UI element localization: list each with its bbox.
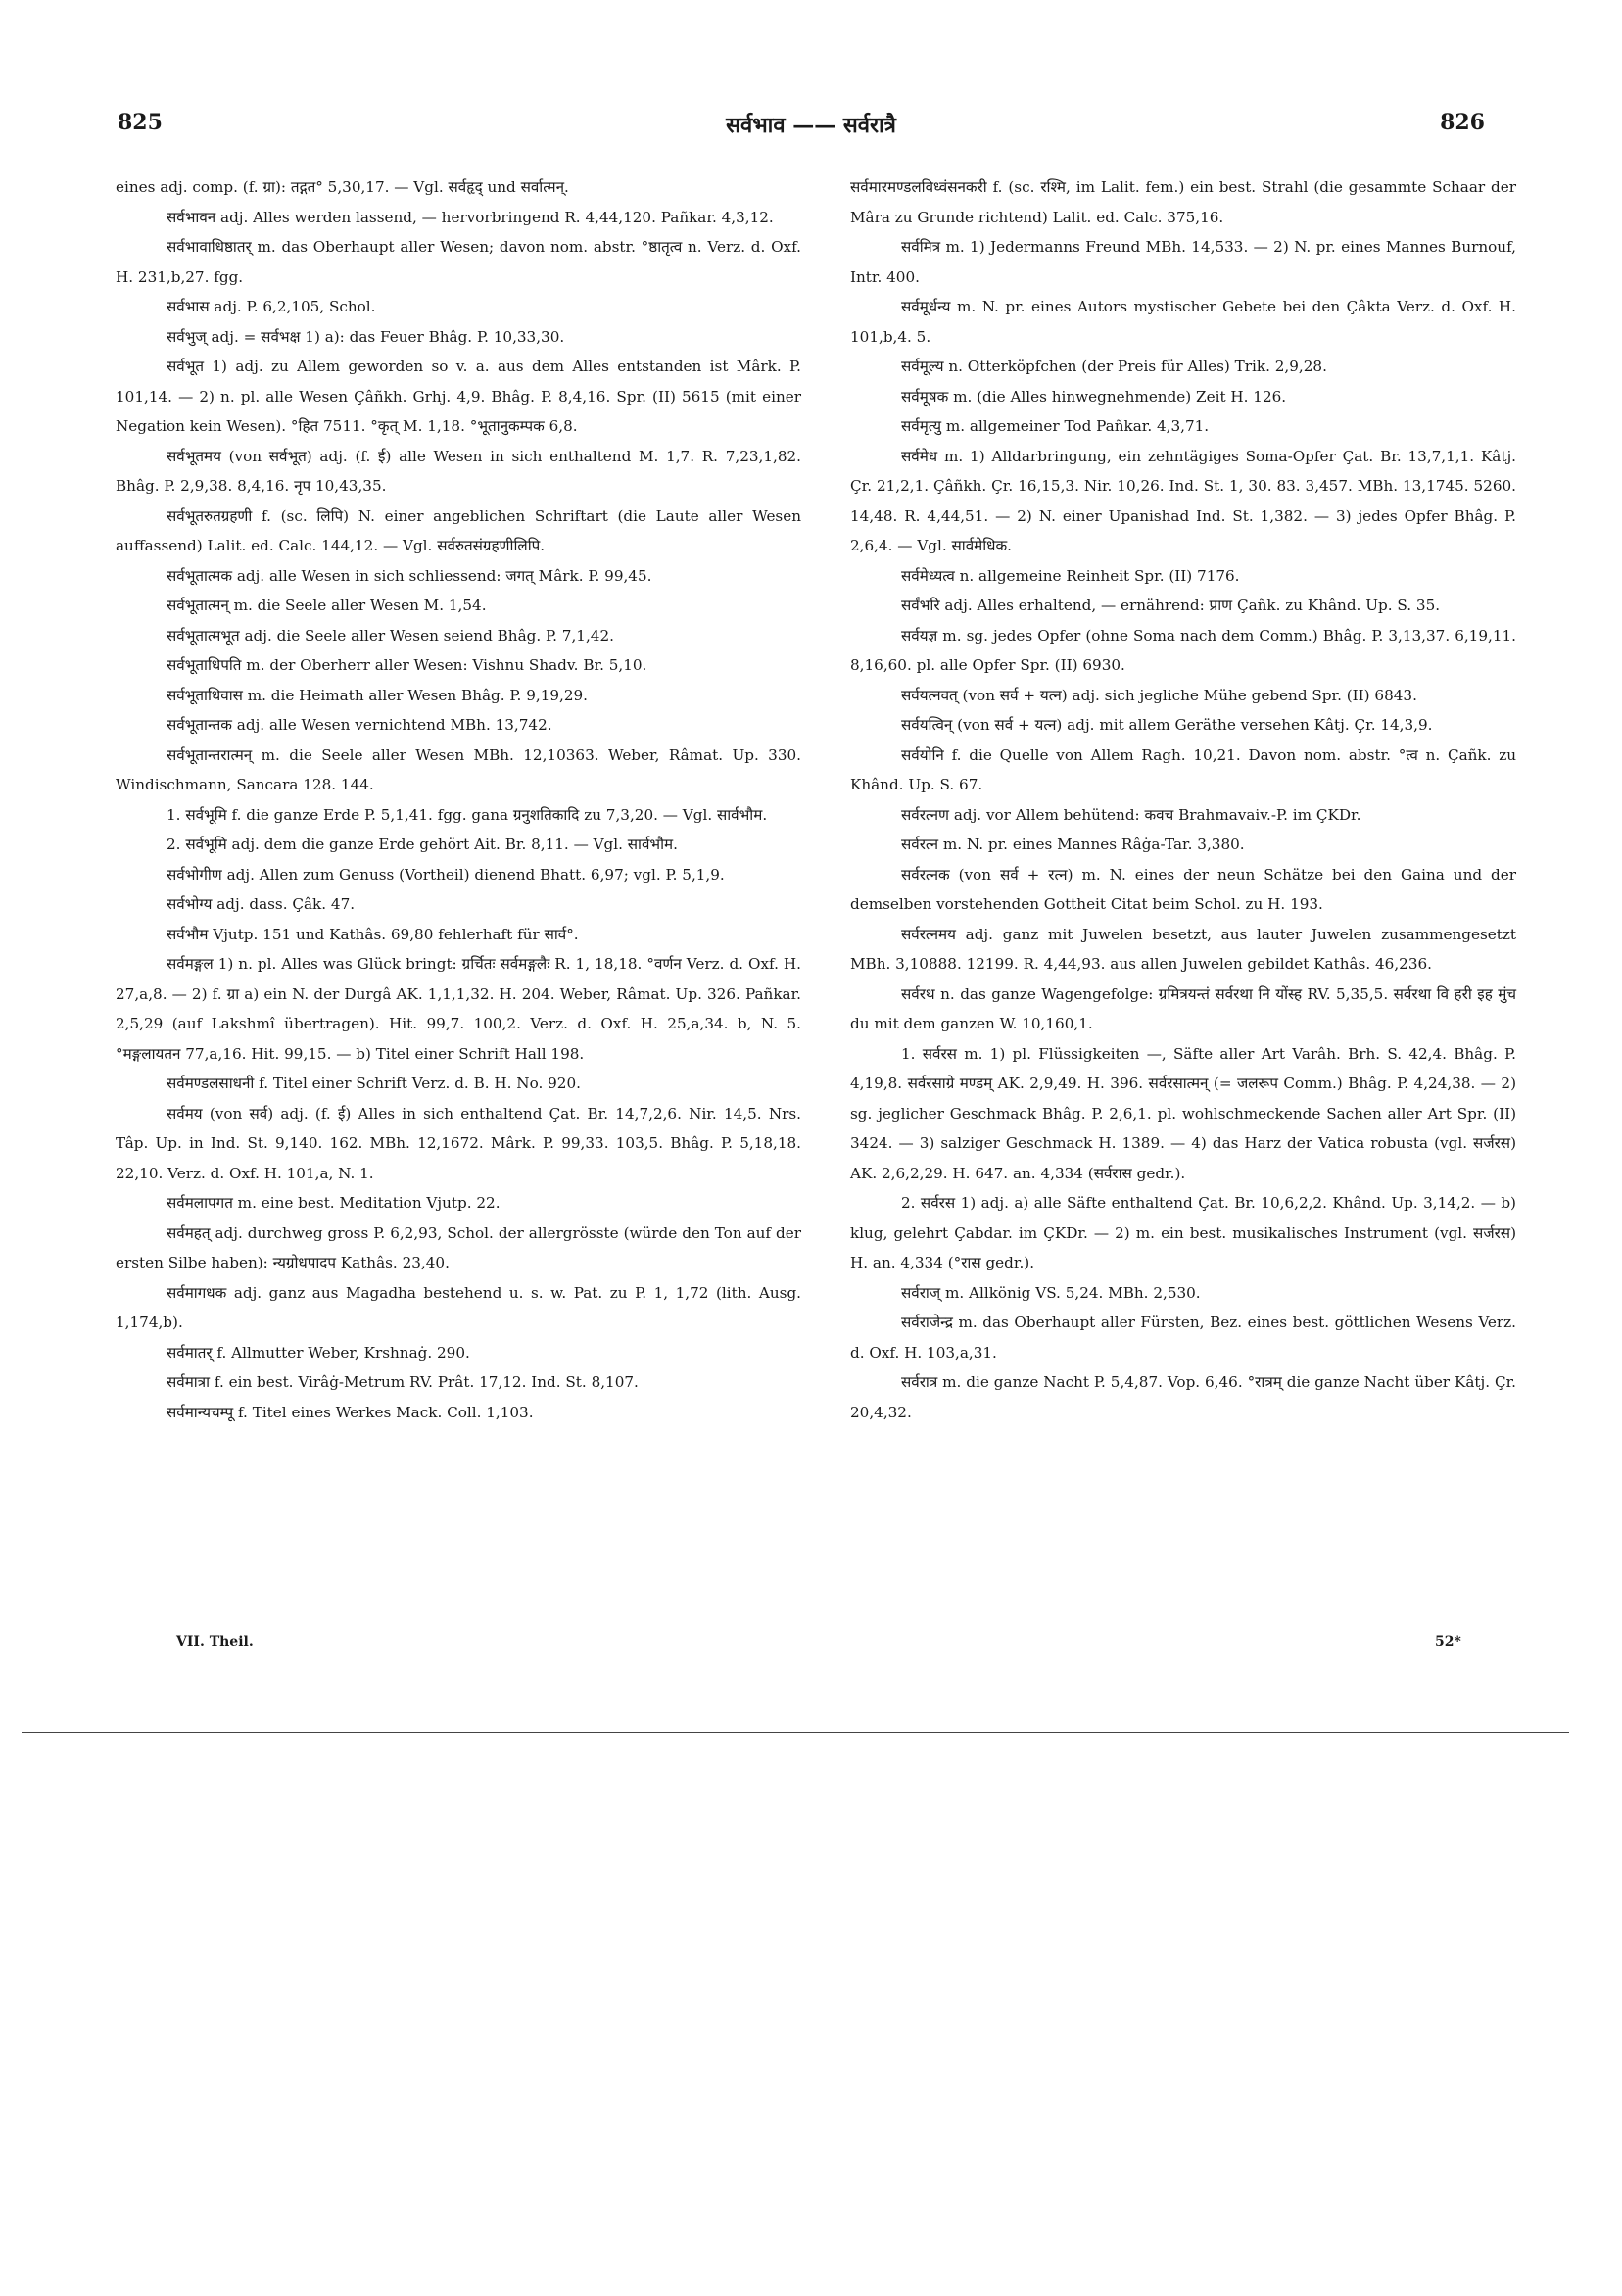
page-number-left: 825 [118, 110, 163, 135]
dictionary-entry: सर्वभोगीण adj. Allen zum Genuss (Vortheil) dienend Bhatt. 6,97; vgl. P. 5,1,9. [167, 865, 725, 884]
dictionary-entry: सर्वभौम Vjutp. 151 und Kathâs. 69,80 fehlerhaft für सार्व°. [167, 925, 579, 943]
dictionary-entry: सर्वभावाधिष्ठातर् m. das Oberhaupt aller Wesen; davon nom. abstr. °ष्ठातृत्व n. Verz. d. Oxf. H. 231,b,27. fgg. [116, 238, 801, 286]
dictionary-entry: सर्वराजेन्द्र m. das Oberhaupt aller Fürsten, Bez. eines best. göttlichen Wesens Verz. d. Oxf. H. 103,a,31. [850, 1314, 1516, 1362]
right-column [850, 172, 1516, 1427]
dictionary-entry: सर्वभूतान्तरात्मन् m. die Seele aller Wesen MBh. 12,10363. Weber, Râmat. Up. 330. Windischmann, Sancara 128. 144. [116, 745, 801, 793]
dictionary-entry: eines adj. comp. (f. ग्रा): तद्गत° 5,30,17. — Vgl. सर्वहृद् und सर्वात्मन्. [116, 178, 569, 196]
dictionary-entry: सर्वरात्र m. die ganze Nacht P. 5,4,87. Vop. 6,46. °रात्रम् die ganze Nacht über Kâtj. Çr. 20,4,32. [850, 1373, 1516, 1421]
dictionary-entry: 2. सर्वरस 1) adj. a) alle Säfte enthaltend Çat. Br. 10,6,2,2. Khând. Up. 3,14,2. — b) klug, gelehrt Çabdar. im ÇKDr. — 2) m. ein best. musikalisches Instrument (vgl. सर्जरस) H. an. 4,334 (°रास gedr.). [850, 1194, 1516, 1271]
dictionary-entry: सर्वमागधक adj. ganz aus Magadha bestehend u. s. w. Pat. zu P. 1, 1,72 (lith. Ausg. 1,174,b). [116, 1283, 801, 1331]
page-number-right: 826 [1440, 110, 1485, 135]
dictionary-entry: सर्वयोनि f. die Quelle von Allem Ragh. 10,21. Davon nom. abstr. °त्व n. Çañk. zu Khând. Up. S. 67. [850, 745, 1516, 793]
dictionary-entry: सर्वभावन adj. Alles werden lassend, — hervorbringend R. 4,44,120. Pañkar. 4,3,12. [167, 208, 774, 226]
dictionary-entry: सर्वभूतमय (von सर्वभूत) adj. (f. ई) alle Wesen in sich enthaltend M. 1,7. R. 7,23,1,82. Bhâg. P. 2,9,38. 8,4,16. नृप 10,43,35. [116, 447, 801, 495]
dictionary-entry: सर्वमृत्यु m. allgemeiner Tod Pañkar. 4,3,71. [901, 417, 1210, 435]
signature-mark: 52* [1435, 1634, 1461, 1650]
dictionary-entry: सर्वंभरि adj. Alles erhaltend, — ernährend: प्राण Çañk. zu Khând. Up. S. 35. [901, 597, 1441, 614]
dictionary-entry: सर्वमात्रा f. ein best. Virâġ-Metrum RV. Prât. 17,12. Ind. St. 8,107. [167, 1373, 639, 1391]
dictionary-entry: सर्वरथ n. das ganze Wagengefolge: ग्रमित्रयन्तं सर्वरथा नि योंस्ह RV. 5,35,5. सर्वरथा वि हरी इह मुंच du mit dem ganzen W. 10,160,1. [850, 984, 1516, 1032]
dictionary-entry: सर्वमूल्य n. Otterköpfchen (der Preis für Alles) Trik. 2,9,28. [901, 358, 1327, 375]
dictionary-entry: सर्वमारमण्डलविध्वंसनकरी f. (sc. रश्मि, im Lalit. fem.) ein best. Strahl (die gesammte Schaar der Mâra zu Grunde richtend) Lalit. ed. Calc. 375,16. [850, 178, 1516, 226]
dictionary-entry: सर्वभूतात्मभूत adj. die Seele aller Wesen seiend Bhâg. P. 7,1,42. [167, 626, 614, 645]
dictionary-entry: सर्वभुज् adj. = सर्वभक्ष 1) a): das Feuer Bhâg. P. 10,33,30. [167, 327, 565, 346]
dictionary-entry: सर्वमित्र m. 1) Jedermanns Freund MBh. 14,533. — 2) N. pr. eines Mannes Burnouf, Intr. 400. [850, 238, 1516, 286]
dictionary-entry: सर्वभूताधिपति m. der Oberherr aller Wesen: Vishnu Shadv. Br. 5,10. [167, 656, 647, 674]
dictionary-entry: सर्वमूर्धन्य m. N. pr. eines Autors mystischer Gebete bei den Çâkta Verz. d. Oxf. H. 101,b,4. 5. [850, 298, 1516, 346]
bottom-rule [22, 1732, 1569, 1733]
running-head-title: सर्वभाव —— सर्वरात्रै [726, 113, 896, 138]
dictionary-entry: सर्वयत्विन् (von सर्व + यत्न) adj. mit allem Geräthe versehen Kâtj. Çr. 14,3,9. [901, 716, 1433, 734]
dictionary-entry: 2. सर्वभूमि adj. dem die ganze Erde gehört Ait. Br. 8,11. — Vgl. सार्वभौम. [167, 836, 678, 853]
dictionary-entry: 1. सर्वभूमि f. die ganze Erde P. 5,1,41. fgg. gana ग्रनुशतिकादि zu 7,3,20. — Vgl. सार्वभौम. [167, 805, 768, 824]
dictionary-entry: सर्वमूषक m. (die Alles hinwegnehmende) Zeit H. 126. [901, 387, 1287, 406]
dictionary-entry: सर्वरत्नक (von सर्व + रत्न) m. N. eines der neun Schätze bei den Gaina und der demselben vorstehenden Gottheit Citat beim Schol. zu H. 193. [850, 865, 1516, 913]
dictionary-entry: सर्वभूताधिवास m. die Heimath aller Wesen Bhâg. P. 9,19,29. [167, 686, 588, 704]
dictionary-entry: सर्वभूतात्मक adj. alle Wesen in sich schliessend: जगत् Mârk. P. 99,45. [167, 566, 652, 585]
dictionary-entry: सर्वमङ्गल 1) n. pl. Alles was Glück bringt: ग्रर्चितः सर्वमङ्गलैः R. 1, 18,18. °वर्णन Verz. d. Oxf. H. 27,a,8. — 2) f. ग्रा a) ein N. der Durgâ AK. 1,1,1,32. H. 204. Weber, Râmat. Up. 326. Pañkar. 2,5,29 (auf Lakshmî übertragen). Hit. 99,7. 100,2. Verz. d. Oxf. H. 25,a,34. b, N. 5. °मङ्गलायतन 77,a,16. Hit. 99,15. — b) Titel einer Schrift Hall 198. [116, 955, 801, 1063]
dictionary-entry: 1. सर्वरस m. 1) pl. Flüssigkeiten —, Säfte aller Art Varâh. Brh. S. 42,4. Bhâg. P. 4,19,8. सर्वरसाग्रे मण्डम् AK. 2,9,49. H. 396. सर्वरसात्मन् (= जलरूप Comm.) Bhâg. P. 4,24,38. — 2) sg. jeglicher Geschmack Bhâg. P. 2,6,1. pl. wohlschmeckende Sachen aller Art Spr. (II) 3424. — 3) salziger Geschmack H. 1389. — 4) das Harz der Vatica robusta (vgl. सर्जरस) AK. 2,6,2,29. H. 647. an. 4,334 (सर्वरास gedr.). [850, 1044, 1516, 1182]
dictionary-entry: सर्वराज् m. Allkönig VS. 5,24. MBh. 2,530. [901, 1283, 1201, 1302]
dictionary-entry: सर्वमण्डलसाधनी f. Titel einer Schrift Verz. d. B. H. No. 920. [167, 1075, 581, 1092]
dictionary-entry: सर्वयत्नवत् (von सर्व + यत्न) adj. sich jegliche Mühe gebend Spr. (II) 6843. [901, 686, 1417, 704]
dictionary-entry: सर्वरत्नमय adj. ganz mit Juwelen besetzt, aus lauter Juwelen zusammengesetzt MBh. 3,10888. 12199. R. 4,44,93. aus allen Juwelen gebildet Kathâs. 46,236. [850, 925, 1516, 973]
dictionary-entry: सर्वभूतान्तक adj. alle Wesen vernichtend MBh. 13,742. [167, 716, 552, 734]
dictionary-entry: सर्वयज्ञ m. sg. jedes Opfer (ohne Soma nach dem Comm.) Bhâg. P. 3,13,37. 6,19,11. 8,16,60. pl. alle Opfer Spr. (II) 6930. [850, 626, 1516, 674]
dictionary-entry: सर्वमेध्यत्व n. allgemeine Reinheit Spr. (II) 7176. [901, 566, 1240, 585]
dictionary-entry: सर्वरत्नण adj. vor Allem behütend: कवच Brahmavaiv.-P. im ÇKDr. [901, 805, 1361, 824]
dictionary-entry: सर्वरत्न m. N. pr. eines Mannes Râġa-Tar. 3,380. [901, 836, 1245, 853]
dictionary-entry: सर्वमय (von सर्व) adj. (f. ई) Alles in sich enthaltend Çat. Br. 14,7,2,6. Nir. 14,5. Nrs. Tâp. Up. in Ind. St. 9,140. 162. MBh. 12,1672. Mârk. P. 99,33. 103,5. Bhâg. P. 5,18,18. 22,10. Verz. d. Oxf. H. 101,a, N. 1. [116, 1104, 801, 1182]
dictionary-entry: सर्वमहत् adj. durchweg gross P. 6,2,93, Schol. der allergrösste (würde den Ton auf der ersten Silbe haben): न्यग्रोधपादप Kathâs. 23,40. [116, 1223, 801, 1271]
dictionary-entry: सर्वमातर् f. Allmutter Weber, Krshnaġ. 290. [167, 1343, 470, 1362]
dictionary-entry: सर्वमेध m. 1) Alldarbringung, ein zehntägiges Soma-Opfer Çat. Br. 13,7,1,1. Kâtj. Çr. 21,2,1. Çâñkh. Çr. 16,15,3. Nir. 10,26. Ind. St. 1, 30. 83. 3,457. MBh. 13,1745. 5260. 14,48. R. 4,44,51. — 2) N. einer Upanishad Ind. St. 1,382. — 3) jedes Opfer Bhâg. P. 2,6,4. — Vgl. सार्वमेधिक. [850, 447, 1516, 554]
dictionary-entry: सर्वभूत 1) adj. zu Allem geworden so v. a. aus dem Alles entstanden ist Mârk. P. 101,14. — 2) n. pl. alle Wesen Çâñkh. Grhj. 4,9. Bhâg. P. 8,4,16. Spr. (II) 5615 (mit einer Negation kein Wesen). °हित 7511. °कृत् M. 1,18. °भूतानुकम्पक 6,8. [116, 358, 801, 435]
dictionary-entry: सर्वमान्यचम्पू f. Titel eines Werkes Mack. Coll. 1,103. [167, 1403, 534, 1421]
dictionary-entry: सर्वभास adj. P. 6,2,105, Schol. [167, 298, 376, 315]
dictionary-entry: सर्वभूतरुतग्रहणी f. (sc. लिपि) N. einer angeblichen Schriftart (die Laute aller Wesen auffassend) Lalit. ed. Calc. 144,12. — Vgl. सर्वरुतसंग्रहणीलिपि. [116, 506, 801, 554]
dictionary-entry: सर्वभूतात्मन् m. die Seele aller Wesen M. 1,54. [167, 597, 487, 614]
left-column [116, 172, 801, 1427]
dictionary-entry: सर्वभोग्य adj. dass. Çâk. 47. [167, 895, 356, 913]
dictionary-entry: सर्वमलापगत m. eine best. Meditation Vjutp. 22. [167, 1194, 501, 1212]
volume-label: VII. Theil. [176, 1634, 254, 1650]
